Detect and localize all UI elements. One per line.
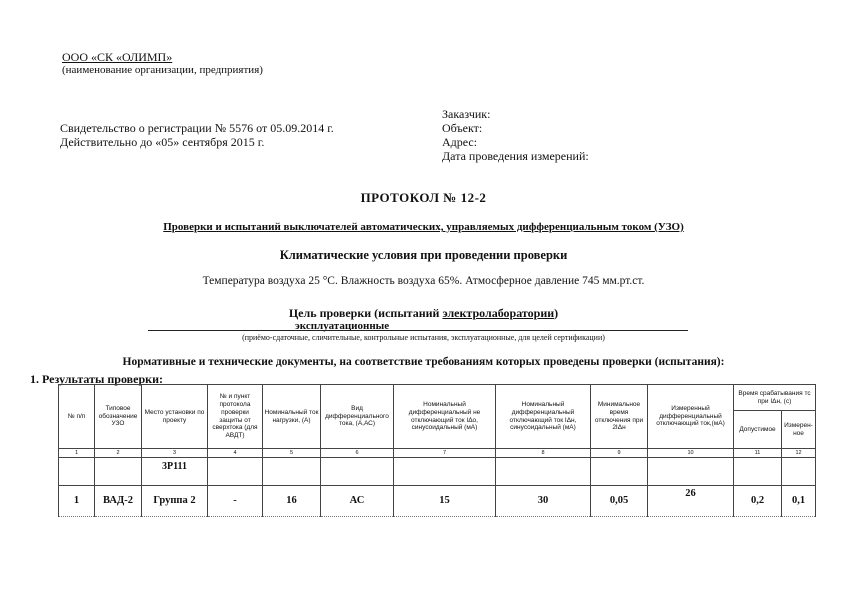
measurement-date-label: Дата проведения измерений: (442, 149, 589, 163)
cell-trip-current: 30 (496, 486, 591, 517)
cell-load-current: 16 (263, 486, 321, 517)
header-non-trip-current: Номинальный дифференциальный не отключающий ток IΔо, синусоидальный (мА) (394, 385, 496, 449)
column-number: 1 (59, 449, 95, 458)
header-load-current: Номинальный ток нагрузки, (А) (263, 385, 321, 449)
purpose-suffix: ) (554, 306, 559, 320)
cell-current-kind: АС (321, 486, 394, 517)
column-number: 2 (95, 449, 142, 458)
header-location: Место установки по проекту (142, 385, 208, 449)
column-number: 9 (591, 449, 648, 458)
header-measured-current: Измеренный дифференциальный отключающий ток,(мА) (648, 385, 734, 449)
organization-name: ООО «СК «ОЛИМП» (62, 50, 173, 64)
purpose-note: (приёмо-сдаточные, сличительные, контрольные испытания, эксплуатационные, для целей сертификации) (242, 333, 605, 342)
column-number: 12 (782, 449, 816, 458)
protocol-subtitle: Проверки и испытаний выключателей автоматических, управляемых дифференциальным током (УЗО) (163, 221, 684, 233)
column-number: 11 (734, 449, 782, 458)
purpose-underline (148, 330, 688, 331)
cell-non-trip-current: 15 (394, 486, 496, 517)
header-measured: Измерен-ное (782, 411, 816, 449)
cell-number: 1 (59, 486, 95, 517)
cell-allowed-time: 0,2 (734, 486, 782, 517)
column-number: 10 (648, 449, 734, 458)
purpose-lab: электролаборатории (442, 306, 555, 320)
cell-measured-time: 0,1 (782, 486, 816, 517)
header-allowed: Допустимое (734, 411, 782, 449)
results-heading: 1. Результаты проверки: (30, 372, 163, 386)
cell-type: ВАД-2 (95, 486, 142, 517)
results-table (58, 384, 816, 517)
climate-conditions: Температура воздуха 25 °С. Влажность воздуха 65%. Атмосферное давление 745 мм.рт.ст. (202, 275, 645, 287)
purpose-heading (0, 306, 847, 321)
header-protocol: № и пункт протокола проверки защиты от сверхтока (для АВДТ) (208, 385, 263, 449)
column-number: 3 (142, 449, 208, 458)
table-row (59, 486, 816, 517)
climate-heading: Климатические условия при проведении проверки (279, 248, 568, 262)
registration-validity: Действительно до «05» сентября 2015 г. (60, 135, 265, 149)
header-current-kind: Вид дифференциального тока, (А,АС) (321, 385, 394, 449)
cell-min-time: 0,05 (591, 486, 648, 517)
address-label: Адрес: (442, 135, 478, 149)
column-number: 6 (321, 449, 394, 458)
column-number: 4 (208, 449, 263, 458)
normative-heading: Нормативные и технические документы, на соответствие требованиям которых проведены проверки (испытания): (122, 356, 725, 368)
purpose-value: эксплуатационные (295, 320, 390, 332)
purpose-prefix: Цель проверки (испытаний (288, 306, 443, 320)
cell-location: Группа 2 (142, 486, 208, 517)
cell-protocol: - (208, 486, 263, 517)
object-label: Объект: (442, 121, 483, 135)
column-numbers-row (59, 449, 816, 458)
group-label: 3Р111 (142, 458, 208, 486)
column-number: 8 (496, 449, 591, 458)
header-trip-time: Время срабатывания тс при IΔн, (с) (734, 385, 816, 411)
column-number: 7 (394, 449, 496, 458)
organization-caption: (наименование организации, предприятия) (62, 64, 263, 76)
group-row (59, 458, 816, 486)
registration-certificate: Свидетельство о регистрации № 5576 от 05.09.2014 г. (60, 121, 334, 135)
header-trip-current: Номинальный дифференциальный отключающий ток IΔн, синусоидальный (мА) (496, 385, 591, 449)
header-type: Типовое обозначение УЗО (95, 385, 142, 449)
column-number: 5 (263, 449, 321, 458)
cell-measured-current: 26 (648, 486, 734, 517)
header-min-time: Минимальное время отключения при 2IΔн (591, 385, 648, 449)
header-number: № п/п (59, 385, 95, 449)
protocol-title: ПРОТОКОЛ № 12-2 (360, 190, 487, 205)
customer-label: Заказчик: (442, 107, 491, 121)
